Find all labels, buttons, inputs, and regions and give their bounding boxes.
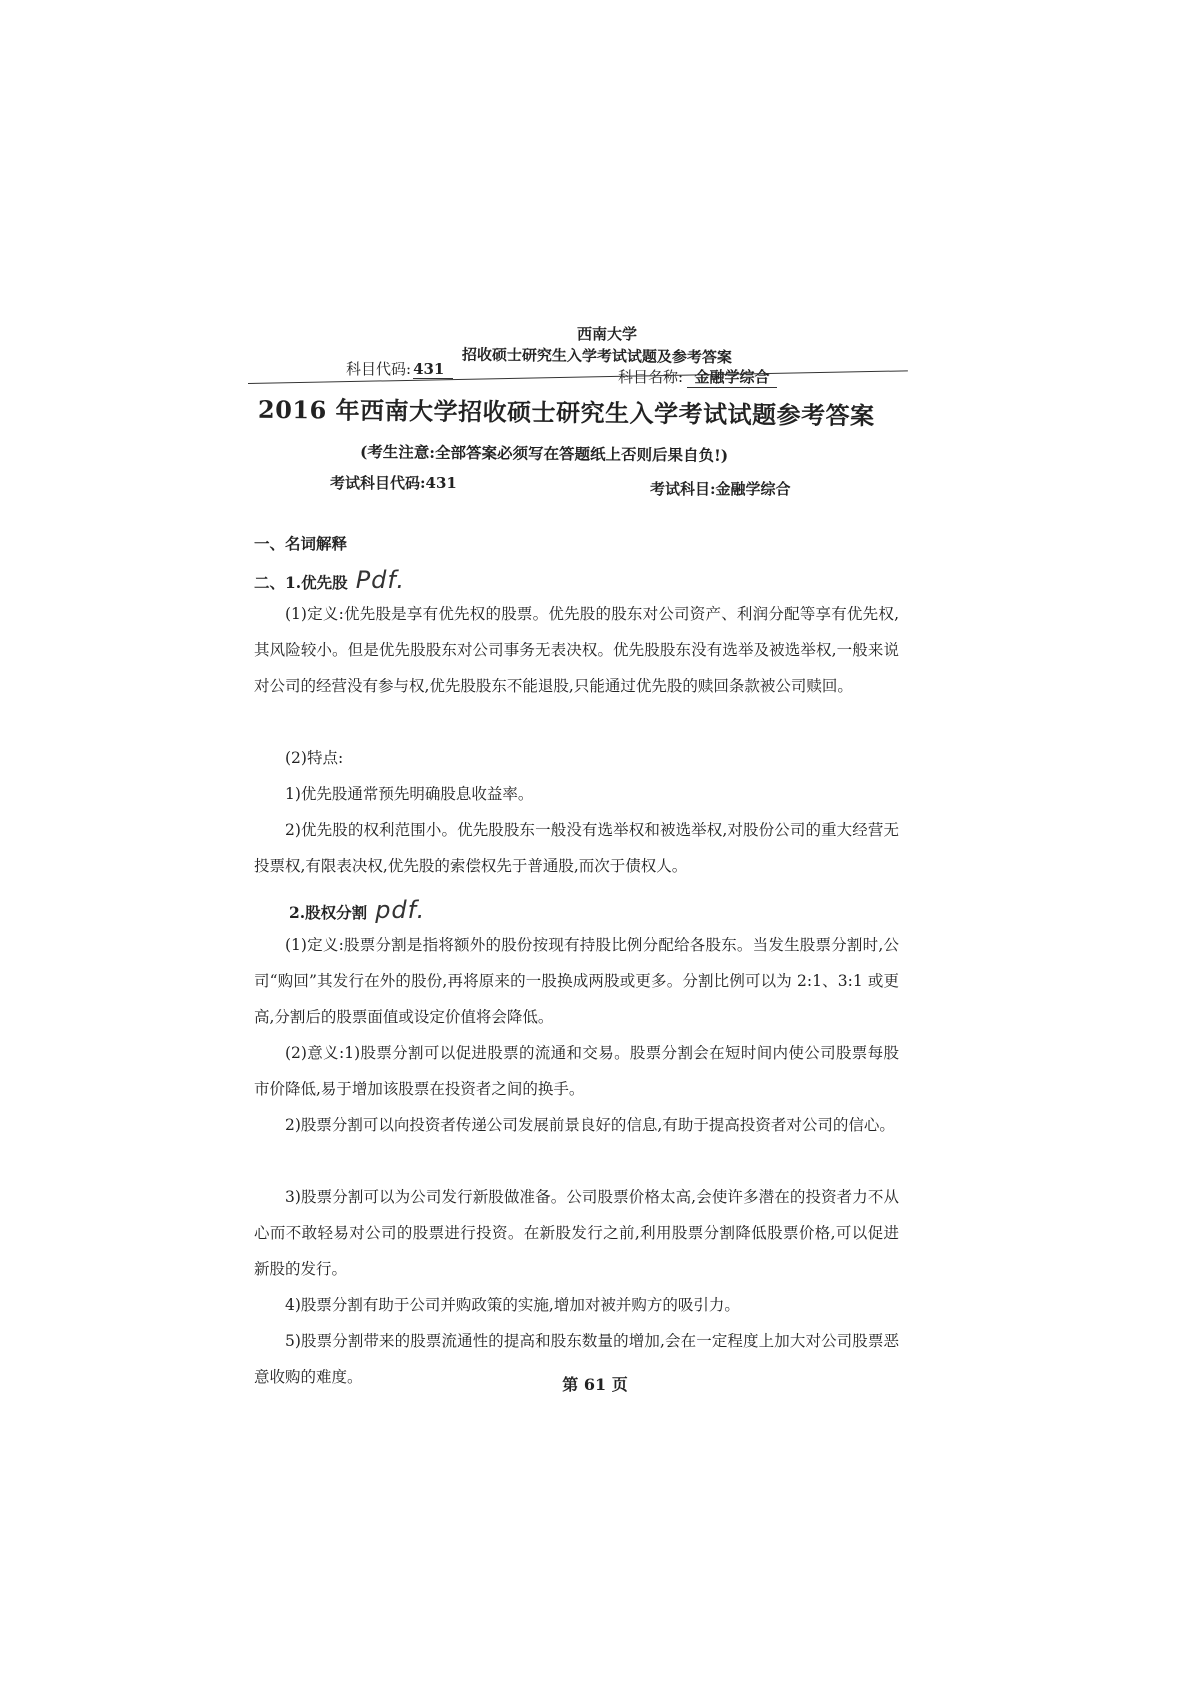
header-university: 西南大学 bbox=[576, 325, 637, 343]
item2-paragraph: 3)股票分割可以为公司发行新股做准备。公司股票价格太高,会使许多潜在的投资者力不从心而不敢轻易对公司的股票进行投资。在新股发行之前,利用股票分割降低股票价格,可以促进新股的发行。 bbox=[254, 1188, 899, 1278]
item2-paragraph: 2)股票分割可以向投资者传递公司发展前景良好的信息,有助于提高投资者对公司的信心。 bbox=[285, 1116, 895, 1134]
item1-heading-row bbox=[254, 566, 405, 594]
exam-code: 考试科目代码:431 bbox=[330, 474, 457, 492]
item2-paragraph: 4)股票分割有助于公司并购政策的实施,增加对被并购方的吸引力。 bbox=[285, 1296, 740, 1314]
header-name-value: 金融学综合 bbox=[687, 366, 777, 388]
header-subject-code bbox=[346, 358, 453, 379]
exam-subject: 考试科目:金融学综合 bbox=[650, 480, 791, 498]
item2-handwritten-note: pdf. bbox=[375, 896, 426, 924]
page-title: 2016 年西南大学招收硕士研究生入学考试试题参考答案 bbox=[257, 394, 875, 431]
item1-paragraph: 2)优先股的权利范围小。优先股股东一般没有选举权和被选举权,对股份公司的重大经营无投票权,有限表决权,优先股的索偿权先于普通股,而次于债权人。 bbox=[254, 821, 899, 875]
exam-notice: (考生注意:全部答案必须写在答题纸上否则后果自负!) bbox=[359, 442, 729, 465]
item2-paragraph: 5)股票分割带来的股票流通性的提高和股东数量的增加,会在一定程度上加大对公司股票恶意收购的难度。 bbox=[254, 1332, 899, 1386]
item1-paragraph: (1)定义:优先股是享有优先权的股票。优先股的股东对公司资产、利润分配等享有优先权,其风险较小。但是优先股股东对公司事务无表决权。优先股股东没有选举及被选举权,一般来说对公司的经营没有参与权,优先股股东不能退股,只能通过优先股的赎回条款被公司赎回。 bbox=[254, 605, 899, 695]
header-code-label: 科目代码: bbox=[346, 360, 412, 378]
item2-heading-row bbox=[289, 896, 425, 924]
header-code-value: 431 bbox=[413, 360, 453, 379]
item2-heading: 2.股权分割 bbox=[289, 903, 368, 922]
section-heading: 一、名词解释 bbox=[254, 534, 348, 553]
item1-paragraph: 1)优先股通常预先明确股息收益率。 bbox=[285, 785, 534, 803]
header-name-label: 科目名称: bbox=[618, 368, 684, 386]
item1-handwritten-note: Pdf. bbox=[355, 566, 406, 594]
item1-heading: 二、1.优先股 bbox=[254, 573, 348, 592]
item2-paragraph: (2)意义:1)股票分割可以促进股票的流通和交易。股票分割会在短时间内使公司股票每股市价降低,易于增加该股票在投资者之间的换手。 bbox=[254, 1044, 899, 1098]
header-subtitle: 招收硕士研究生入学考试试题及参考答案 bbox=[461, 345, 733, 367]
item1-paragraph: (2)特点: bbox=[285, 749, 344, 767]
header-subject-name bbox=[618, 366, 777, 388]
page-number: 第 61 页 bbox=[562, 1375, 628, 1394]
item2-paragraph: (1)定义:股票分割是指将额外的股份按现有持股比例分配给各股东。当发生股票分割时,公司“购回”其发行在外的股份,再将原来的一股换成两股或更多。分割比例可以为 2:1、3:1 或更高,分割后的股票面值或设定价值将会降低。 bbox=[254, 936, 899, 1026]
